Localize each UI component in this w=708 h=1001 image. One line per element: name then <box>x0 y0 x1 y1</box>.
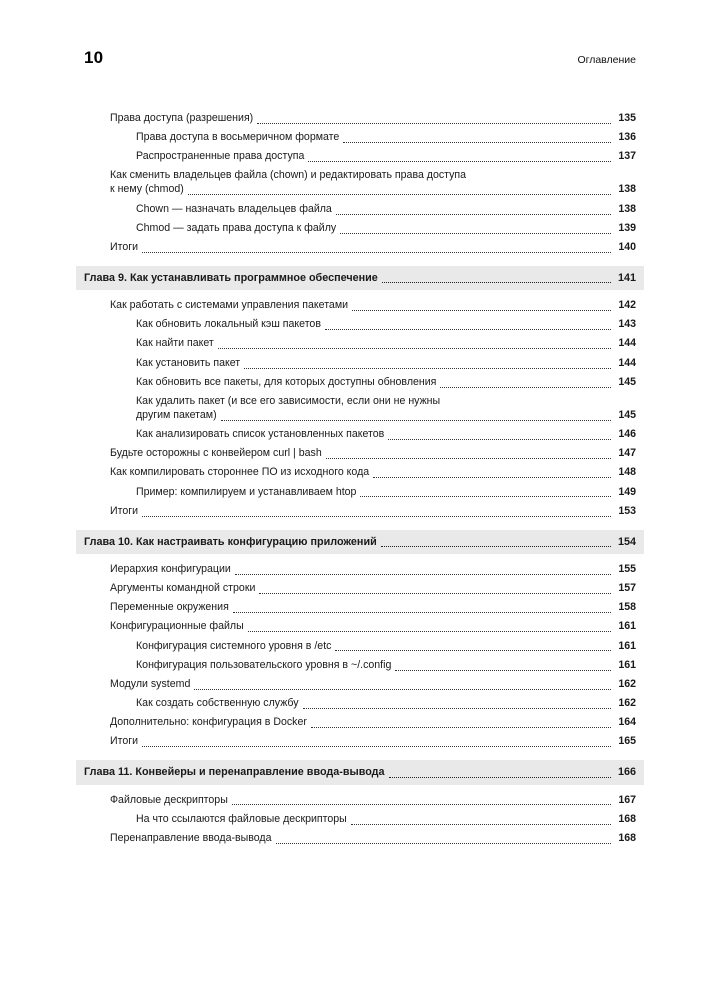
toc-page-number: 162 <box>618 677 636 690</box>
toc-entry[interactable] <box>136 318 636 332</box>
toc-entry-label: Модули systemd <box>110 677 191 690</box>
toc-page-number: 146 <box>618 428 636 441</box>
toc-entry-label: Перенаправление ввода-вывода <box>110 831 272 844</box>
page-number: 10 <box>84 48 104 67</box>
toc-leader-dots <box>194 688 611 690</box>
toc-page-number: 141 <box>617 271 636 284</box>
page-header <box>84 48 636 68</box>
toc-page-number: 166 <box>617 766 636 779</box>
toc-entry[interactable] <box>136 203 636 217</box>
toc-entry-label: Глава 9. Как устанавливать программное обеспечение <box>84 271 378 284</box>
toc-entry[interactable] <box>110 447 636 461</box>
toc-entry[interactable] <box>110 678 636 692</box>
toc-entry[interactable] <box>110 620 636 634</box>
toc-entry-label: Как установить пакет <box>136 356 241 369</box>
toc-page-number: 168 <box>618 812 636 825</box>
toc-page-number: 157 <box>618 582 636 595</box>
toc-leader-dots <box>233 611 611 613</box>
toc-leader-dots <box>259 592 611 594</box>
toc-leader-dots <box>308 160 611 162</box>
toc-leader-dots <box>142 251 611 253</box>
toc-entry[interactable] <box>136 659 636 673</box>
toc-leader-dots <box>395 669 611 671</box>
table-of-contents <box>84 112 636 851</box>
toc-entry-label: Иерархия конфигурации <box>110 562 231 575</box>
toc-entry[interactable] <box>136 486 636 500</box>
toc-entry[interactable] <box>110 735 636 749</box>
toc-leader-dots <box>351 823 611 825</box>
toc-page-number: 153 <box>618 504 636 517</box>
toc-entry[interactable] <box>110 582 636 596</box>
toc-entry-label: Chown — назначать владельцев файла <box>136 202 332 215</box>
toc-entry[interactable] <box>110 505 636 519</box>
toc-page-number: 147 <box>618 447 636 460</box>
toc-entry-label: Как обновить локальный кэш пакетов <box>136 318 321 331</box>
toc-page-number: 143 <box>618 318 636 331</box>
toc-entry-label: Как сменить владельцев файла (chown) и редактировать права доступа <box>110 169 467 182</box>
toc-page-number: 164 <box>618 716 636 729</box>
toc-leader-dots <box>382 281 611 283</box>
toc-entry-label: Как обновить все пакеты, для которых доступны обновления <box>136 375 437 388</box>
toc-entry-label: Как работать с системами управления пакетами <box>110 299 349 312</box>
toc-entry-label: Как компилировать стороннее ПО из исходного кода <box>110 466 370 479</box>
toc-entry[interactable] <box>136 150 636 164</box>
toc-entry[interactable] <box>110 794 636 808</box>
toc-leader-dots <box>235 573 611 575</box>
toc-page-number: 158 <box>618 601 636 614</box>
toc-leader-dots <box>188 193 611 195</box>
toc-entry[interactable] <box>110 169 636 197</box>
toc-entry[interactable] <box>110 112 636 126</box>
toc-page-number: 139 <box>618 221 636 234</box>
toc-leader-dots <box>381 545 611 547</box>
toc-leader-dots <box>248 630 611 632</box>
toc-entry-label: Переменные окружения <box>110 601 229 614</box>
toc-leader-dots <box>221 419 611 421</box>
toc-entry[interactable] <box>136 131 636 145</box>
toc-leader-dots <box>257 122 611 124</box>
toc-entry[interactable] <box>110 716 636 730</box>
toc-entry-label: Будьте осторожны с конвейером curl | bash <box>110 447 322 460</box>
toc-entry-label: Распространенные права доступа <box>136 150 305 163</box>
toc-page-number: 154 <box>617 535 636 548</box>
toc-entry[interactable] <box>136 697 636 711</box>
toc-leader-dots <box>352 309 611 311</box>
toc-entry[interactable] <box>136 337 636 351</box>
toc-entry-label-cont: другим пакетам) <box>136 408 217 421</box>
toc-leader-dots <box>142 745 611 747</box>
toc-entry-label-cont: к нему (chmod) <box>110 183 184 196</box>
toc-leader-dots <box>303 707 611 709</box>
toc-leader-dots <box>326 457 611 459</box>
toc-entry-label: Итоги <box>110 240 139 253</box>
toc-page-number: 136 <box>618 131 636 144</box>
toc-entry[interactable] <box>110 601 636 615</box>
toc-entry[interactable] <box>136 813 636 827</box>
toc-entry-label: Аргументы командной строки <box>110 582 256 595</box>
toc-entry[interactable] <box>110 466 636 480</box>
toc-entry-label: Файловые дескрипторы <box>110 793 228 806</box>
toc-page-number: 144 <box>618 356 636 369</box>
toc-page-number: 162 <box>618 696 636 709</box>
toc-entry-label: Как найти пакет <box>136 337 214 350</box>
toc-leader-dots <box>343 141 611 143</box>
toc-leader-dots <box>218 347 611 349</box>
toc-entry-label: Глава 11. Конвейеры и перенаправление ввода-вывода <box>84 766 385 779</box>
toc-page-number: 138 <box>618 202 636 215</box>
toc-leader-dots <box>232 803 611 805</box>
toc-entry[interactable] <box>110 299 636 313</box>
toc-page-number: 142 <box>618 299 636 312</box>
toc-page-number: 145 <box>618 408 636 421</box>
toc-page-number: 165 <box>618 735 636 748</box>
toc-entry-label: Конфигурация пользовательского уровня в ~/.config <box>136 658 392 671</box>
toc-leader-dots <box>388 438 611 440</box>
toc-entry[interactable] <box>136 640 636 654</box>
toc-page-number: 144 <box>618 337 636 350</box>
toc-entry-label: Конфигурация системного уровня в /etc <box>136 639 332 652</box>
toc-page-number: 161 <box>618 658 636 671</box>
toc-entry-label: Итоги <box>110 735 139 748</box>
toc-page-number: 149 <box>618 485 636 498</box>
toc-entry-label: Права доступа (разрешения) <box>110 112 254 124</box>
toc-chapter-entry[interactable] <box>76 530 644 554</box>
running-head: Оглавление <box>577 54 636 66</box>
toc-leader-dots <box>335 649 611 651</box>
toc-leader-dots <box>276 842 612 844</box>
toc-entry-label: Конфигурационные файлы <box>110 620 244 633</box>
toc-leader-dots <box>244 367 611 369</box>
toc-leader-dots <box>336 213 611 215</box>
toc-leader-dots <box>373 476 611 478</box>
toc-entry-label: Права доступа в восьмеричном формате <box>136 131 340 144</box>
toc-entry[interactable] <box>136 357 636 371</box>
toc-page-number: 161 <box>618 639 636 652</box>
toc-chapter-entry[interactable] <box>76 760 644 784</box>
toc-page-number: 137 <box>618 150 636 163</box>
toc-leader-dots <box>389 776 611 778</box>
toc-page-number: 155 <box>618 562 636 575</box>
toc-page-number: 167 <box>618 793 636 806</box>
toc-page-number: 168 <box>618 831 636 844</box>
toc-leader-dots <box>325 328 611 330</box>
toc-chapter-entry[interactable] <box>76 266 644 290</box>
toc-page-number: 138 <box>618 183 636 196</box>
toc-entry[interactable] <box>110 241 636 255</box>
toc-entry-label: Как анализировать список установленных пакетов <box>136 428 385 441</box>
toc-entry-label: Дополнительно: конфигурация в Docker <box>110 716 307 729</box>
toc-entry[interactable] <box>136 428 636 442</box>
toc-entry-label: Как удалить пакет (и все его зависимости, если они не нужны <box>136 394 441 407</box>
toc-page-number: 161 <box>618 620 636 633</box>
toc-entry-label: Chmod — задать права доступа к файлу <box>136 221 337 234</box>
toc-page-number: 140 <box>618 240 636 253</box>
toc-entry-label: Итоги <box>110 504 139 517</box>
toc-leader-dots <box>360 495 611 497</box>
toc-leader-dots <box>340 232 611 234</box>
toc-entry[interactable] <box>136 376 636 390</box>
toc-entry[interactable] <box>110 563 636 577</box>
toc-leader-dots <box>142 515 611 517</box>
toc-page-number: 145 <box>618 375 636 388</box>
toc-entry-label: Пример: компилируем и устанавливаем htop <box>136 485 357 498</box>
toc-entry[interactable] <box>110 832 636 846</box>
toc-entry[interactable] <box>136 222 636 236</box>
toc-leader-dots <box>311 726 611 728</box>
toc-entry-label: Глава 10. Как настраивать конфигурацию приложений <box>84 535 377 548</box>
toc-entry-label: На что ссылаются файловые дескрипторы <box>136 812 347 825</box>
toc-entry[interactable] <box>136 395 636 423</box>
toc-page-number: 148 <box>618 466 636 479</box>
toc-page-number: 135 <box>618 112 636 124</box>
toc-entry-label: Как создать собственную службу <box>136 696 299 709</box>
toc-leader-dots <box>440 386 611 388</box>
